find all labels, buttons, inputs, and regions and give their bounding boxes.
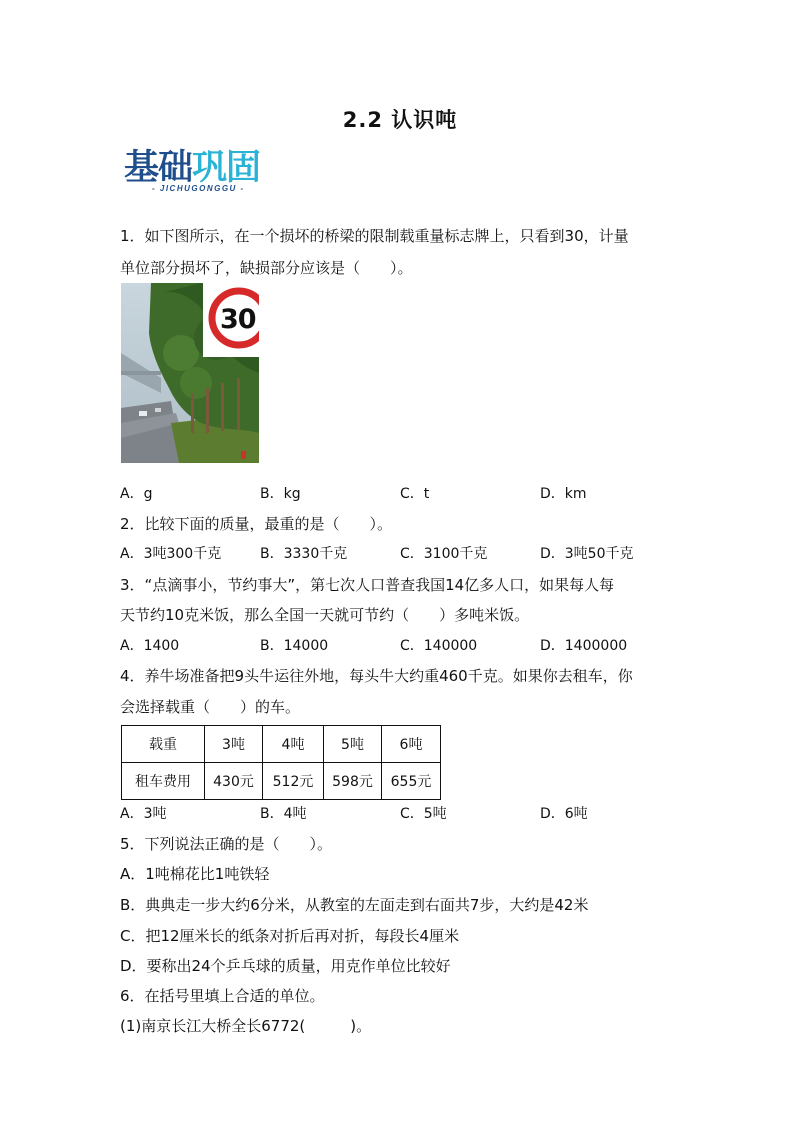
q2-text: 2．比较下面的质量，最重的是（ ）。 (120, 515, 393, 533)
table-cell: 4吨 (263, 726, 324, 763)
q2-option-b: B．3330千克 (260, 546, 348, 562)
q2-option-a: A．3吨300千克 (120, 546, 222, 562)
q3-option-a: A．1400 (120, 638, 180, 654)
table-cell: 430元 (205, 763, 263, 800)
q5-option-d: D．要称出24个乒乓球的质量，用克作单位比较好 (120, 957, 451, 975)
q4-option-b: B．4吨 (260, 806, 307, 822)
q1-option-b: B．kg (260, 486, 301, 502)
q3-option-c: C．140000 (400, 638, 478, 654)
section-badge (124, 150, 274, 196)
q1-text-line2: 单位部分损坏了，缺损部分应该是（ ）。 (120, 259, 413, 277)
table-row (122, 726, 441, 763)
q6-text: 6．在括号里填上合适的单位。 (120, 987, 325, 1005)
q4-text-line2: 会选择载重（ ）的车。 (120, 698, 301, 716)
page-title: 2.2 认识吨 (342, 108, 458, 132)
q4-option-c: C．5吨 (400, 806, 447, 822)
table-cell: 3吨 (205, 726, 263, 763)
q5-option-b: B．典典走一步大约6分米，从教室的左面走到右面共7步，大约是42米 (120, 896, 589, 914)
q3-text-line2: 天节约10克米饭，那么全国一天就可节约（ ）多吨米饭。 (120, 606, 530, 624)
table-cell: 512元 (263, 763, 324, 800)
section-badge-title: 基础巩固 (124, 148, 261, 188)
q1-option-d: D．km (540, 486, 587, 502)
table-cell: 598元 (324, 763, 382, 800)
truck-rental-table (121, 725, 441, 800)
q3-option-b: B．14000 (260, 638, 329, 654)
section-badge-subtitle: - JICHUGONGGU - (152, 184, 245, 193)
q4-option-d: D．6吨 (540, 806, 588, 822)
table-cell: 6吨 (382, 726, 441, 763)
bridge-sign-photo (121, 283, 259, 463)
q5-option-a: A．1吨棉花比1吨铁轻 (120, 865, 270, 883)
q2-option-c: C．3100千克 (400, 546, 488, 562)
q3-option-d: D．1400000 (540, 638, 628, 654)
q1-option-a: A．g (120, 486, 153, 502)
table-cell: 租车费用 (122, 763, 205, 800)
q6-sub1: (1)南京长江大桥全长6772( )。 (120, 1017, 372, 1035)
table-cell: 655元 (382, 763, 441, 800)
speed-sign-number: 30 (220, 304, 256, 335)
q5-option-c: C．把12厘米长的纸条对折后再对折，每段长4厘米 (120, 927, 460, 945)
table-row (122, 763, 441, 800)
q4-option-a: A．3吨 (120, 806, 167, 822)
q1-text-line1: 1．如下图所示，在一个损坏的桥梁的限制载重量标志牌上，只看到30，计量 (120, 227, 629, 245)
q2-option-d: D．3吨50千克 (540, 546, 634, 562)
table-cell: 载重 (122, 726, 205, 763)
q3-text-line1: 3．“点滴事小，节约事大”，第七次人口普查我国14亿多人口，如果每人每 (120, 576, 615, 594)
q4-text-line1: 4．养牛场准备把9头牛运往外地，每头牛大约重460千克。如果你去租车，你 (120, 667, 633, 685)
q5-text: 5．下列说法正确的是（ ）。 (120, 835, 333, 853)
q1-option-c: C．t (400, 486, 430, 502)
table-cell: 5吨 (324, 726, 382, 763)
